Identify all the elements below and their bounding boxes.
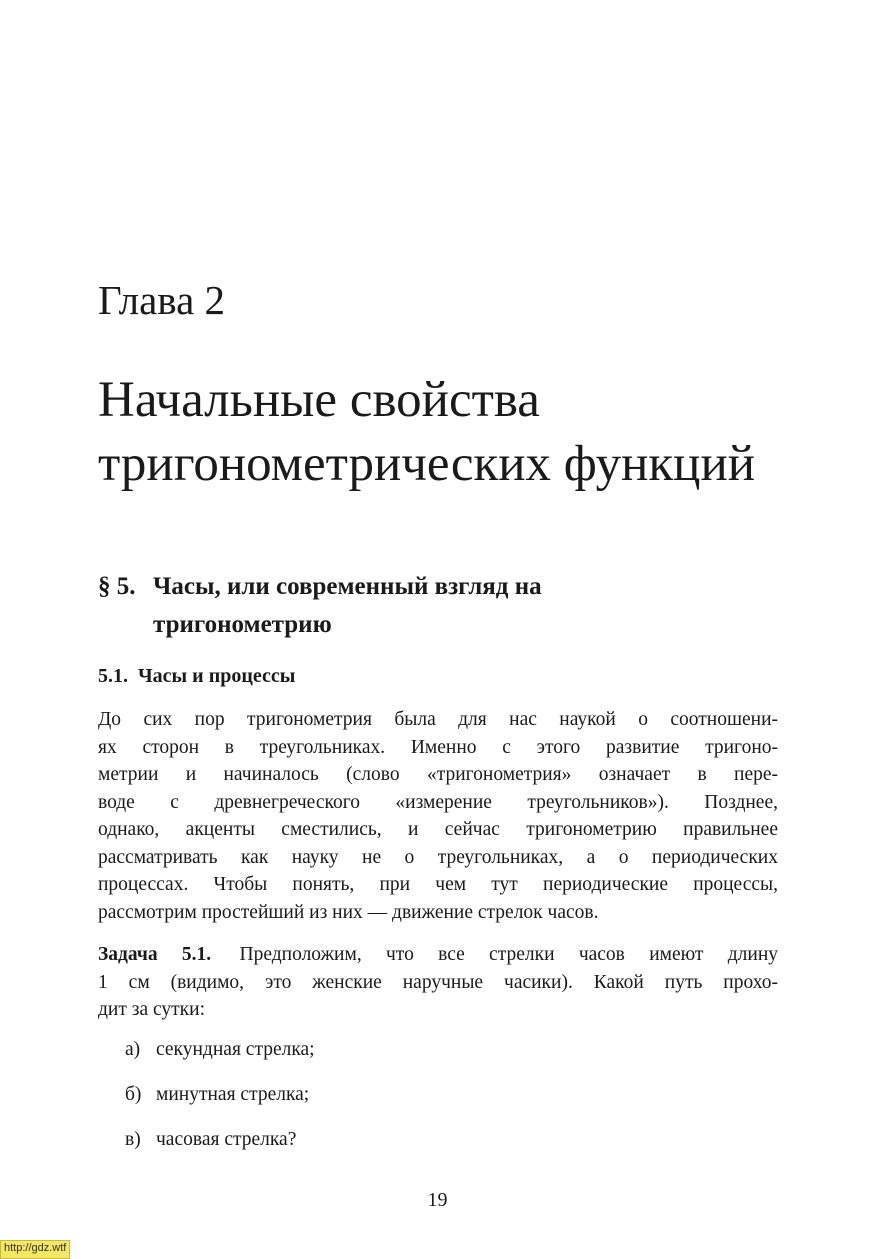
paragraph-line: воде с древнегреческого «измерение треугольников»). Позднее, xyxy=(98,791,778,813)
task-first-line xyxy=(98,941,778,969)
paragraph-line: 1 см (видимо, это женские наручные часики). Какой путь прохо- xyxy=(98,971,778,993)
section-number: § 5. xyxy=(98,573,136,600)
chapter-title-line: тригонометрических функций xyxy=(98,436,756,492)
list-item-text: часовая стрелка? xyxy=(156,1129,297,1150)
section-title xyxy=(153,568,793,644)
list-item xyxy=(125,1126,296,1154)
paragraph-line: До сих пор тригонометрия была для нас наукой о соотношени- xyxy=(98,709,778,730)
list-item-text: секундная стрелка; xyxy=(156,1039,315,1060)
section-title-line: тригонометрию xyxy=(153,611,332,638)
list-item-text: минутная стрелка; xyxy=(156,1084,310,1105)
subsection-title: Часы и процессы xyxy=(138,665,296,687)
paragraph-line: процессах. Чтобы понять, при чем тут периодические процессы, xyxy=(98,874,778,895)
body-paragraph xyxy=(98,706,778,926)
paragraph-line: метрии и начиналось (слово «тригонометрия» означает в пере- xyxy=(98,764,778,785)
paragraph-line: ях сторон в треугольниках. Именно с этого развитие тригоно- xyxy=(98,736,778,758)
subsection-heading xyxy=(98,662,295,690)
list-item xyxy=(125,1036,315,1064)
chapter-label: Глава 2 xyxy=(98,277,226,323)
task-text: Предположим, что все стрелки часов имеют длину xyxy=(239,944,779,965)
chapter-title-line: Начальные свойства xyxy=(98,372,540,428)
paragraph-line: дит за сутки: xyxy=(98,999,205,1020)
paragraph-line: рассматривать как науку не о треугольниках, а о периодических xyxy=(98,846,778,868)
task-label: Задача 5.1. xyxy=(98,944,212,965)
list-marker: в) xyxy=(125,1129,141,1150)
section-title-line: Часы, или современный взгляд на xyxy=(153,573,542,600)
task-paragraph xyxy=(98,941,778,1024)
watermark-link[interactable]: http://gdz.wtf xyxy=(0,1240,70,1259)
page-number: 19 xyxy=(427,1189,448,1211)
list-marker: а) xyxy=(125,1039,141,1060)
list-marker: б) xyxy=(125,1084,142,1105)
list-item xyxy=(125,1081,309,1109)
chapter-title xyxy=(98,368,818,496)
subsection-number: 5.1. xyxy=(98,665,128,687)
paragraph-line: однако, акценты сместились, и сейчас тригонометрию правильнее xyxy=(98,819,778,840)
paragraph-line: рассмотрим простейший из них — движение стрелок часов. xyxy=(98,901,599,923)
